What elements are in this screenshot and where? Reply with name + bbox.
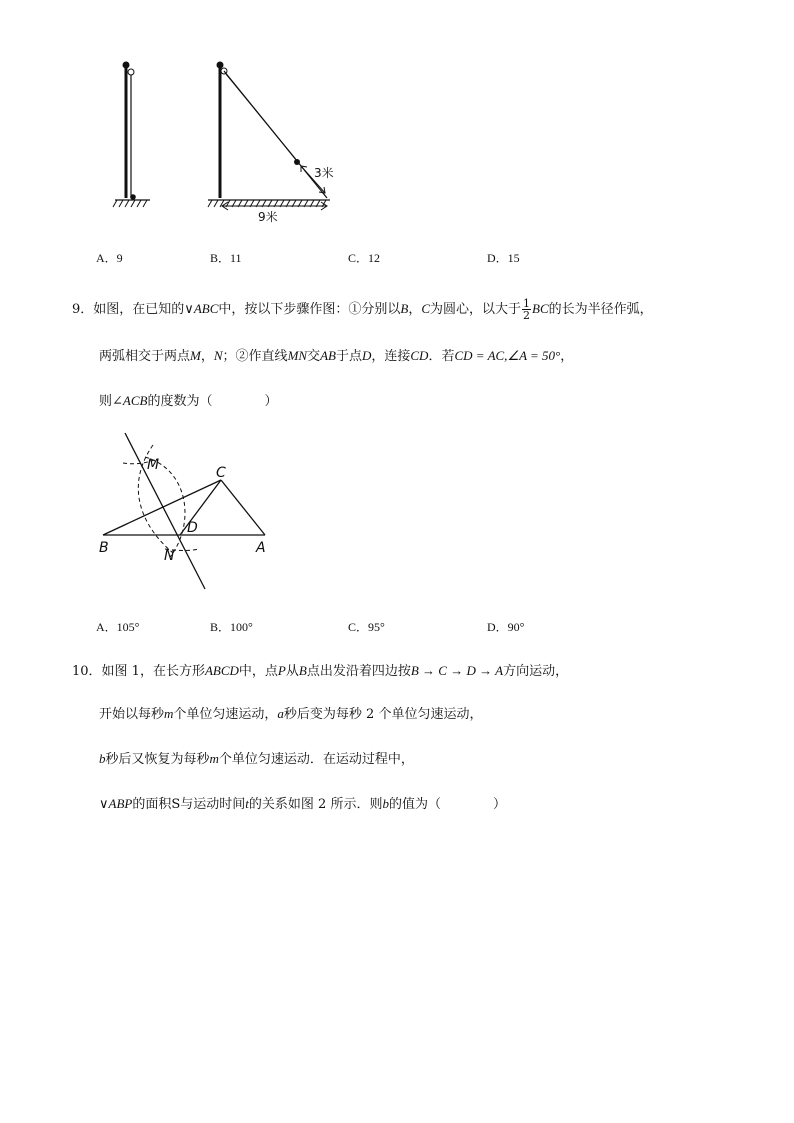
q9-option-d[interactable]: D．90°: [487, 620, 525, 634]
pole-left: [113, 62, 150, 208]
label-n: N: [164, 548, 175, 564]
fraction-half: $\frac{1}{2}$: [523, 297, 531, 322]
q9-option-a[interactable]: A．105°: [96, 620, 140, 634]
q9-line-2: 两弧相交于两点M，N；②作直线MN交AB于点D，连接CD．若CD = AC,∠A = 50°，: [99, 348, 574, 364]
q8-option-c[interactable]: C．12: [348, 251, 381, 265]
q10-line-2: 开始以每秒m个单位匀速运动，a秒后变为每秒 2 个单位匀速运动，: [99, 706, 483, 722]
q10-line-4: ∨ABP的面积S与运动时间t的关系如图 2 所示．则b的值为（ ）: [99, 796, 506, 812]
q9-condition: CD = AC,∠A = 50°: [454, 348, 561, 363]
label-m: M: [147, 457, 160, 473]
q10-line-3: b秒后又恢复为每秒m个单位匀速运动．在运动过程中，: [99, 751, 414, 767]
q8-option-b[interactable]: B．11: [210, 251, 242, 265]
label-c: C: [216, 465, 226, 481]
flagpole-figure: [100, 55, 340, 230]
label-d: D: [187, 520, 198, 536]
q8-option-d[interactable]: D．15: [487, 251, 520, 265]
q10-path: B → C → D → A: [410, 663, 504, 678]
triangle-construction-figure: [95, 425, 280, 595]
q10-line-1: 10．如图 1，在长方形ABCD中，点P从B点出发沿着四边按B → C → D → A方向运动，: [72, 663, 569, 679]
q9-option-b[interactable]: B．100°: [210, 620, 253, 634]
pole-right: [208, 62, 330, 211]
q9-line-3: 则∠ACB的度数为（ ）: [99, 393, 278, 409]
label-b: B: [99, 540, 109, 556]
label-a: A: [256, 540, 266, 556]
label-3m: 3米: [314, 166, 334, 180]
q9-number: 9．: [72, 302, 94, 317]
q8-option-a[interactable]: A．9: [96, 251, 123, 265]
q9-option-c[interactable]: C．95°: [348, 620, 385, 634]
q9-line-1: 9．如图，在已知的∨ABC中，按以下步骤作图：①分别以B，C为圆心，以大于 $\frac{1}{2}$ BC的长为半径作弧，: [72, 297, 653, 322]
label-9m: 9米: [258, 210, 278, 224]
q10-number: 10．: [72, 664, 102, 679]
